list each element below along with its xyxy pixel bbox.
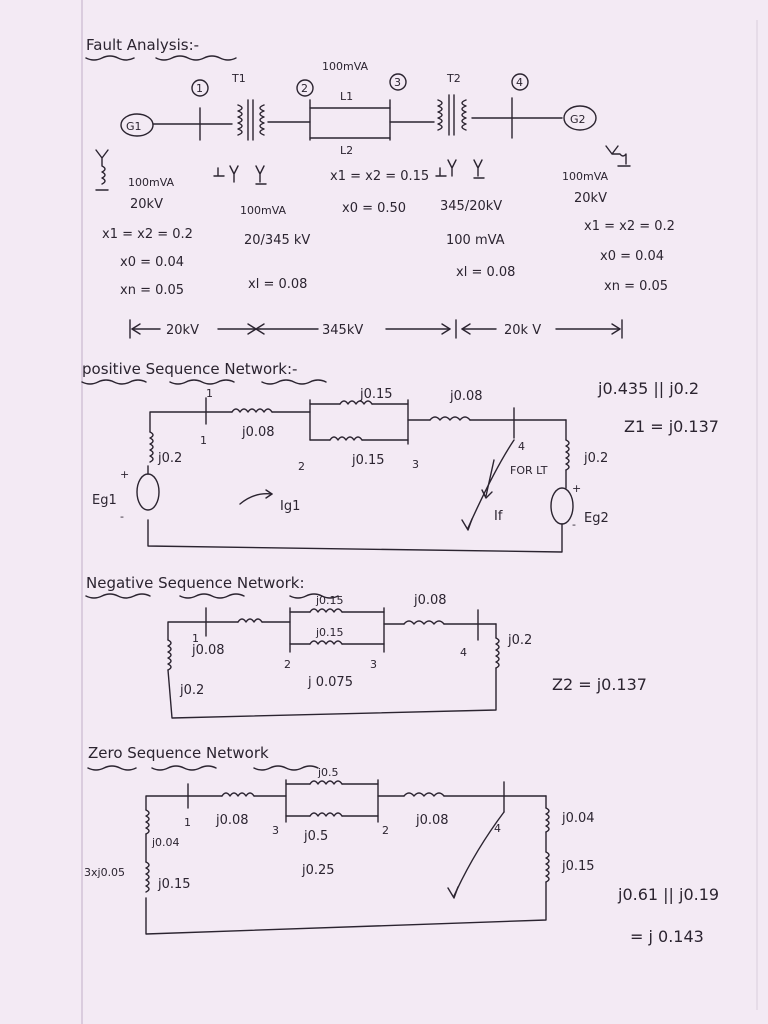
heading-zero-sequence: Zero Sequence Network: [88, 744, 269, 762]
line-x0: x0 = 0.50: [342, 201, 407, 216]
neg-bus-2: 2: [284, 658, 291, 671]
pos-j015a: j0.15: [360, 387, 393, 402]
line-mva-label: 100mVA: [322, 60, 369, 73]
zero-j008a: j0.08: [216, 813, 249, 828]
g1-label: G1: [126, 120, 142, 133]
zero-j05b: j0.5: [304, 829, 329, 844]
neg-z2: Z2 = j0.137: [552, 675, 647, 694]
neg-j008: j0.08: [192, 643, 225, 658]
inductor: [232, 409, 272, 412]
bus-1-label: 1: [196, 82, 203, 95]
pos-bus-2: 2: [298, 460, 305, 473]
zero-bus-3: 3: [272, 824, 279, 837]
line-x1x2: x1 = x2 = 0.15: [330, 169, 430, 184]
l2-label: L2: [340, 144, 354, 157]
g2-x1x2: x1 = x2 = 0.2: [584, 219, 675, 234]
svg-text:-: -: [572, 518, 576, 531]
g2-kv: 20kV: [574, 191, 607, 206]
neg-j015b: j0.15: [316, 626, 344, 639]
svg-text:+: +: [572, 482, 582, 495]
zero-j004b: j0.04: [562, 811, 595, 826]
zero-bus-2: 2: [382, 824, 389, 837]
neg-bus-4: 4: [460, 646, 467, 659]
neg-j008b: j0.08: [414, 593, 447, 608]
t1-primary-coil: [238, 105, 242, 135]
zero-3xn: 3xj0.05: [84, 866, 126, 879]
pos-j02b: j0.2: [584, 451, 609, 466]
neg-j02b: j0.2: [508, 633, 533, 648]
zero-j025: j0.25: [302, 863, 335, 878]
underline-squiggle: [82, 380, 326, 384]
negative-sequence-circuit: [168, 608, 499, 718]
pos-bus-3: 3: [412, 458, 419, 471]
pos-bus-4: 4: [518, 440, 525, 453]
neg-j015a: j0.15: [316, 594, 344, 607]
t1-mva: 100mVA: [240, 204, 287, 217]
g2-xn: xn = 0.05: [604, 279, 669, 294]
zero-j015b: j0.15: [562, 859, 595, 874]
pos-j02a: j0.2: [158, 451, 183, 466]
heading-positive-sequence: positive Sequence Network:-: [82, 360, 298, 378]
t2-xl: xl = 0.08: [456, 265, 516, 280]
pos-z1: Z1 = j0.137: [624, 417, 719, 436]
g1-x0: x0 = 0.04: [120, 255, 185, 270]
eg1-source: [137, 474, 159, 510]
svg-text:-: -: [120, 510, 124, 523]
zero-z0: = j 0.143: [630, 927, 704, 946]
pos-eg2: Eg2: [584, 511, 609, 526]
neg-j0075: j 0.075: [308, 675, 353, 690]
pos-j015b: j0.15: [352, 453, 385, 468]
t1-xl: xl = 0.08: [248, 277, 308, 292]
zone-345kv: 345kV: [322, 323, 364, 338]
underline-squiggle: [86, 56, 134, 60]
pos-if: If: [494, 509, 503, 524]
t2-mva: 100 mVA: [446, 233, 505, 248]
svg-text:+: +: [120, 468, 130, 481]
g2-mva: 100mVA: [562, 170, 609, 183]
bus-2-label: 2: [301, 82, 308, 95]
voltage-zones: [130, 320, 622, 338]
t2-primary-coil: [438, 100, 442, 130]
underline-squiggle: [156, 56, 236, 60]
neg-j02a: j0.2: [180, 683, 205, 698]
g2-x0: x0 = 0.04: [600, 249, 665, 264]
pos-bus-1-top: 1: [206, 387, 213, 400]
neg-bus-1: 1: [192, 632, 199, 645]
t2-kv: 345/20kV: [440, 199, 503, 214]
zero-bus-4: 4: [494, 822, 501, 835]
zero-j015a: j0.15: [158, 877, 191, 892]
zero-calc: j0.61 || j0.19: [618, 885, 720, 904]
eg2-source: [551, 488, 573, 524]
t1-kv: 20/345 kV: [244, 233, 311, 248]
bus-4-label: 4: [516, 76, 523, 89]
zone-20kv-left: 20kV: [166, 323, 199, 338]
g1-kv: 20kV: [130, 197, 163, 212]
zero-j05a: j0.5: [318, 766, 339, 779]
t2-secondary-coil: [462, 100, 466, 130]
t2-label: T2: [447, 72, 461, 85]
g1-xn: xn = 0.05: [120, 283, 185, 298]
pos-z-calc: j0.435 || j0.2: [598, 379, 700, 398]
pos-fault-label: FOR LT: [510, 464, 548, 477]
zero-sequence-circuit: [146, 780, 549, 934]
heading-negative-sequence: Negative Sequence Network:: [86, 574, 305, 592]
pos-ig1: Ig1: [280, 499, 301, 514]
g2-label: G2: [570, 113, 586, 126]
underline-squiggle: [88, 766, 318, 770]
neg-bus-3: 3: [370, 658, 377, 671]
g1-mva: 100mVA: [128, 176, 175, 189]
pos-bus-1: 1: [200, 434, 207, 447]
underline-squiggle: [86, 594, 338, 598]
g1-x1x2: x1 = x2 = 0.2: [102, 227, 193, 242]
zero-bus-1: 1: [184, 816, 191, 829]
l1-label: L1: [340, 90, 354, 103]
bus-3-label: 3: [394, 76, 401, 89]
zero-j008b: j0.08: [416, 813, 449, 828]
t1-secondary-coil: [260, 105, 264, 135]
pos-j008b: j0.08: [450, 389, 483, 404]
heading-fault-analysis: Fault Analysis:-: [86, 36, 200, 54]
zone-20kv-right: 20k V: [504, 323, 542, 338]
pos-j008: j0.08: [242, 425, 275, 440]
t1-label: T1: [232, 72, 246, 85]
zero-j004a: j0.04: [152, 836, 180, 849]
pos-eg1: Eg1: [92, 493, 117, 508]
